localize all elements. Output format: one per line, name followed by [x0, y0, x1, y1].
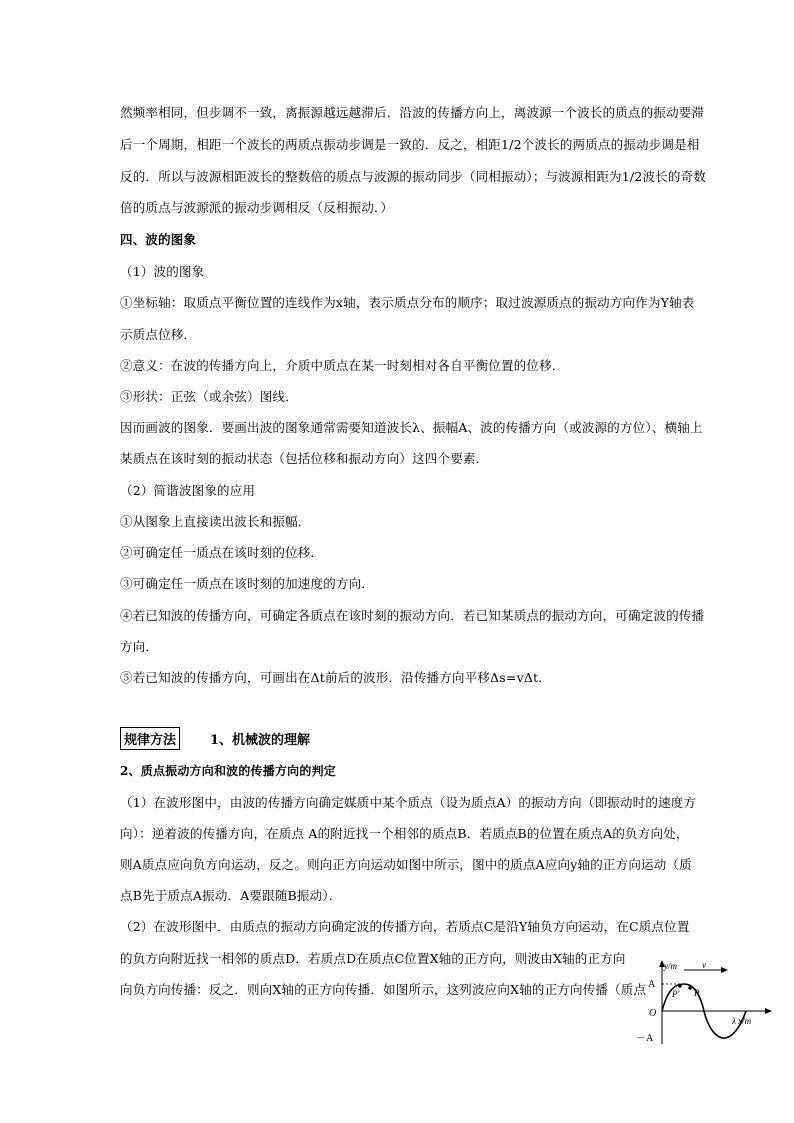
paragraph-line: 因而画波的图象．要画出波的图象通常需要知道波长λ、振幅A、波的传播方向（或波源的方位）、横轴上	[120, 420, 703, 435]
point-p-label: P	[694, 988, 700, 998]
list-item: ①从图象上直接读出波长和振幅．	[120, 514, 311, 529]
paragraph-line: 的负方向附近找一相邻的质点D．若质点D在质点C位置X轴的正方向，则波由X轴的正方向	[120, 951, 626, 966]
list-item: ②意义：在波的传播方向上，介质中质点在某一时刻相对各自平衡位置的位移．	[120, 358, 565, 373]
paragraph-line: 某质点在该时刻的振动状态（包括位移和振动方向）这四个要素．	[120, 451, 489, 466]
list-item: ③形状：正弦（或余弦）图线．	[120, 389, 298, 404]
velocity-label: v	[702, 960, 706, 970]
subheading: （1）波的图象	[120, 264, 205, 279]
list-item: ①坐标轴：取质点平衡位置的连线作为x轴，表示质点分布的顺序；取过波源质点的振动方向作为Y轴表	[120, 295, 695, 310]
section-heading: 四、波的图象	[120, 232, 197, 247]
amplitude-positive-label: A	[648, 979, 656, 990]
subheading: 2、质点振动方向和波的传播方向的判定	[120, 764, 336, 778]
paragraph-line: 向负方向传播：反之．则向X轴的正方向传播．如图所示，这列波应向X轴的正方向传播（质点	[120, 982, 647, 997]
list-item: ②可确定任一质点在该时刻的位移．	[120, 545, 324, 560]
point-p-prime	[678, 984, 682, 988]
subheading: （2）简谐波图象的应用	[120, 483, 256, 498]
paragraph-line: （2）在波形图中．由质点的振动方向确定波的传播方向，若质点C是沿Y轴负方向运动，在C质点位置	[120, 919, 690, 934]
point-p-prime-label: P'	[672, 989, 680, 999]
paragraph-line: 后一个周期，相距一个波长的两质点振动步调是一致的．反之，相距1/2个波长的两质点的振动步调是相	[120, 137, 700, 152]
rules-section-header	[120, 728, 310, 748]
y-axis-label: y/m	[664, 961, 677, 971]
list-item: ③可确定任一质点在该时刻的加速度的方向．	[120, 576, 375, 591]
paragraph-line: 点B先于质点A振动．A要跟随B振动）．	[120, 888, 342, 903]
list-item-continued: 方向．	[120, 639, 159, 654]
x-axis-arrow-icon	[765, 1008, 772, 1014]
paragraph-line: 然频率相同，但步调不一致，离振源越远越滞后．沿波的传播方向上，离波源一个波长的质点的振动要滞	[120, 105, 705, 120]
rules-title: 1、机械波的理解	[210, 732, 311, 748]
point-p	[688, 986, 692, 990]
list-item-continued: 示质点位移．	[120, 327, 197, 342]
paragraph-line: （1）在波形图中，由波的传播方向确定媒质中某个质点（设为质点A）的振动方向（即振动时的速度方	[120, 795, 697, 810]
amplitude-negative-label: －A	[636, 1033, 654, 1044]
wave-diagram	[628, 958, 774, 1048]
list-item: ④若已知波的传播方向，可确定各质点在该时刻的振动方向．若已知某质点的振动方向，可确定波的传播	[120, 608, 705, 623]
velocity-arrow-icon	[721, 967, 728, 973]
paragraph-line: 倍的质点与波源派的振动步调相反（反相振动．）	[120, 200, 394, 215]
paragraph-line: 向）：逆着波的传播方向，在质点 A的附近找一个相邻的质点B．若质点B的位置在质点A的负方向处，	[120, 826, 689, 841]
paragraph-line: 则A质点应向负方向运动，反之。则向正方向运动如图中所示，图中的质点A应向y轴的正方向运动（质	[120, 857, 692, 872]
origin-label: O	[649, 1008, 657, 1019]
rules-box-label: 规律方法	[120, 727, 180, 750]
x-axis-label: λ x/m	[732, 1016, 752, 1026]
list-item: ⑤若已知波的传播方向，可画出在Δt前后的波形．沿传播方向平移Δs=vΔt.	[120, 670, 543, 685]
paragraph-line: 反的．所以与波源相距波长的整数倍的质点与波源的振动同步（同相振动）；与波源相距为1/2波长的奇数	[120, 169, 706, 184]
